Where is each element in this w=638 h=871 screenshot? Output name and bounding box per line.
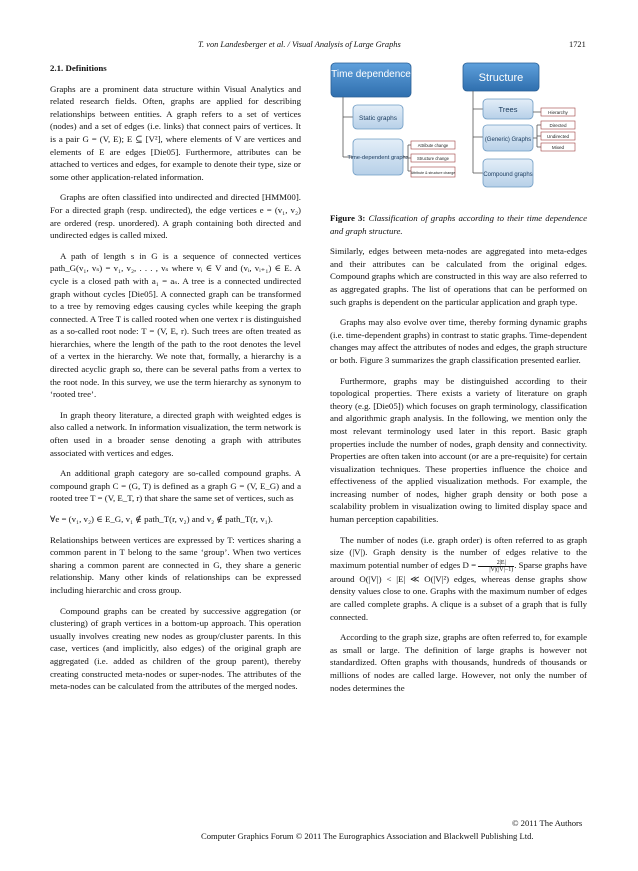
left-column (50, 62, 301, 701)
paragraph: Compound graphs can be created by successive aggregation (or clustering) of graph vertices in a bottom-up approach. This operation usually involves creating new nodes as group/cluster parents. In this case, vertices (and implicitly, also edges) of the original graph are aggregated (i.e. added as children of the group parent), thereby creating constructed meta-nodes or super-nodes. The attributes of the meta-nodes can be calculated from the attributes of the merged nodes. (50, 605, 301, 692)
running-title: T. von Landesberger et al. / Visual Analysis of Large Graphs (198, 40, 401, 49)
paragraph: A path of length s in G is a sequence of connected vertices path_G(v₁, vₛ) = v₁, v₂, . . . , vₛ where vᵢ ∈ V and (vᵢ, vᵢ₊₁) ∈ E. A cycle is a closed path with a₁ = aₛ. A tree is a connected undirected graph without cycles [Die05]. A connected graph can be transformed to a tree by removing edges causing cycles while keeping the graph connected. A Tree T is called rooted when one vertex r is distinguished as a so-called root node: T = (V, E, r). Such trees are often treated as hierarchies, where the length of the path to the root denotes the level of a vertex in the hierarchy. We note that, formally, a hierarchy is a directed acyclic graph so, there can be several paths from a vertex to the root node. In this survey, we use the term hierarchy as synonym to ‘rooted tree’. (50, 250, 301, 400)
figure-caption-label: Figure 3: (330, 213, 366, 223)
attribute-change-label: Attribute change (417, 143, 449, 148)
right-column (330, 212, 587, 702)
page-number: 1721 (569, 40, 586, 49)
static-graphs-label: Static graphs (359, 115, 397, 122)
paragraph-density: The number of nodes (i.e. graph order) is often referred to as graph size (|V|). Graph density is the number of edges relative to the maximum potential number of edges D = $\frac{2|E|}{|V|(|V|-1)}$ . Sparse graphs have around O(|V|) < |E| ≪ O(|V|²) edges, whereas dense graphs show density values close to one. Graphs with the maximum number of edges are called complete graphs. A clique is a subset of a graph that is fully connected. (330, 534, 587, 622)
directed-label: Directed (549, 123, 567, 128)
figure-3-diagram (323, 57, 593, 197)
density-lhs: D = (462, 559, 477, 570)
time-dependent-graphs-label: Time-dependent graphs (347, 155, 409, 161)
equation: ∀e = (v₁, v₂) ∈ E_G, v₁ ∉ path_T(r, v₂) and v₂ ∉ path_T(r, v₁). (50, 514, 273, 524)
trees-label: Trees (498, 105, 518, 114)
hierarchy-label: Hierarchy (548, 110, 568, 115)
density-text: The number of nodes (i.e. graph order) is often referred to as graph size (|V|). Graph density is the number of edges relative to the maximum potential number of edges (330, 534, 587, 570)
running-header (0, 40, 638, 52)
paragraph: Relationships between vertices are expressed by T: vertices sharing a common parent in T belong to the same ‘group’. When two vertices sharing a common parent are connected in G, they share a generic relationship. Many other kinds of relationships can be expressed including hierarchic and cross group. (50, 534, 301, 595)
undirected-label: Undirected (546, 134, 570, 139)
density-fraction (478, 560, 514, 573)
figure-caption-text: Classification of graphs according to their time dependence and graph structure. (330, 213, 588, 236)
paragraph: Similarly, edges between meta-nodes are aggregated into meta-edges and their attributes can be calculated from the original edges. Compound graphs which are constructed in this way are also referred to as aggregated graphs. The list of operations that can be performed on such graphs is dependent on the particular application and graph type. (330, 246, 587, 307)
time-dependence-title: Time dependence (331, 69, 411, 80)
paragraph: Graphs may also evolve over time, thereby forming dynamic graphs (i.e. time-dependent graphs) in contrast to static graphs. Time-dependent changes may affect the attributes of nodes and edges, the graph structure or both. Figure 3 summarizes the graph classification presented earlier. (330, 317, 587, 365)
paragraph: Graphs are often classified into undirected and directed [HMM00]. For a directed graph (resp. undirected), the edge vertices e = (v₁, v₂) are ordered (resp. unordered). A graph containing both directed and undirected edges is called mixed. (50, 192, 301, 241)
paragraph: Furthermore, graphs may be distinguished according to their topological properties. There exists a variety of literature on graph theory (e.g. [Die05]) which focuses on graph terminology, classification and algorithmic graph analysis. In the following, we mention only the most relevant terminology used later in this report. Basic graph properties include the number of nodes, graph density and connectivity. Properties are often taken into account (or are a pre-requisite) for certain visualization techniques. These properties influence the choice and effectiveness of the applied visualization methods. For example, the increasing number of nodes, higher graph density or both pose a scalability problem in visualization owing to limited display space and human perception capabilities. (330, 375, 587, 525)
section-title: 2.1. Definitions (50, 63, 107, 73)
compound-graphs-label: Compound graphs (483, 172, 533, 178)
paragraph: An additional graph category are so-called compound graphs. A compound graph C = (G, T) is defined as a graph G = (V, E_G) and a rooted tree T = (V, E_T, r) that share the same set of vertices, such as (50, 468, 301, 504)
density-numerator: 2|E| (478, 560, 514, 567)
journal-text: Computer Graphics Forum © 2011 The Eurographics Association and Blackwell Publishing Ltd. (201, 831, 534, 841)
figure-caption (330, 212, 587, 237)
paragraph: According to the graph size, graphs are often referred to, for example as small or large. The definition of large graphs is however not standardized. Often graphs with thousands, hundreds of thousands or millions of nodes are called large. However, not only the number of nodes determines the (330, 632, 587, 693)
copyright-text: © 2011 The Authors (512, 818, 583, 828)
density-continuation: Sparse graphs have around O(|V|) < |E| ≪ O(|V|²) edges, whereas dense graphs show density values close to one. Graphs with the maximum number of edges are called complete graphs. A clique is a subset of a graph that is fully connected. (330, 559, 587, 622)
paragraph: Graphs are a prominent data structure within Visual Analytics and related research fields. Often, graphs are applied for describing relationships between entities. A graph refers to a set of vertices (nodes) and a set of edges (i.e. links) that connect pairs of vertices. It is a pair G = (V, E); E ⊆ [V²], where elements of V are vertices and elements of E are edges [Die05]. Furthermore, attributes can be attached to vertices and edges, for example to denote their type, size or some other application-related information. (50, 83, 301, 182)
attribute-structure-change-label: Attribute & structure change (410, 171, 456, 175)
density-denominator: |V|(|V|−1) (489, 566, 514, 573)
mixed-label: Mixed (551, 145, 565, 150)
structure-title: Structure (478, 72, 524, 84)
paragraph: In graph theory literature, a directed graph with weighted edges is also called a network. In information visualization, the term network is often used in a broader sense denoting a graph with attributes associated with vertices and edges. (50, 409, 301, 458)
generic-graphs-label: (Generic) Graphs (484, 137, 532, 143)
structure-change-label: Structure change (417, 156, 449, 161)
